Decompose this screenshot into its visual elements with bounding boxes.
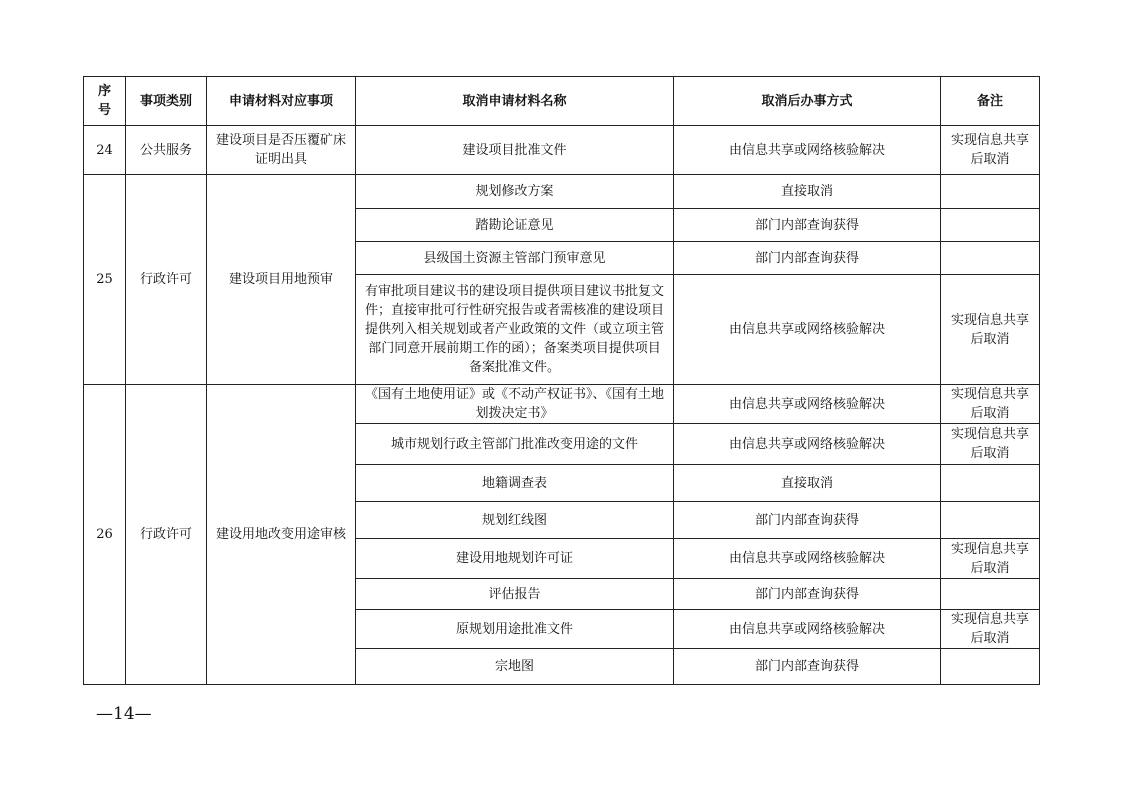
row-method: 由信息共享或网络核验解决 — [674, 126, 941, 175]
row-method: 直接取消 — [674, 465, 941, 502]
row-remark: 实现信息共享后取消 — [941, 126, 1040, 175]
row-method: 由信息共享或网络核验解决 — [674, 539, 941, 579]
row-category: 行政许可 — [126, 385, 207, 685]
row-method: 部门内部查询获得 — [674, 209, 941, 242]
header-row — [84, 77, 1040, 126]
row-matter: 建设用地改变用途审核 — [207, 385, 356, 685]
row-category: 行政许可 — [126, 175, 207, 385]
header-method: 取消后办事方式 — [674, 77, 941, 126]
row-remark — [941, 242, 1040, 275]
table-row — [84, 126, 1040, 175]
row-remark: 实现信息共享后取消 — [941, 610, 1040, 649]
row-method: 由信息共享或网络核验解决 — [674, 385, 941, 424]
row-method: 由信息共享或网络核验解决 — [674, 275, 941, 385]
row-material: 建设用地规划许可证 — [356, 539, 674, 579]
row-seq: 24 — [84, 126, 126, 175]
row-method: 部门内部查询获得 — [674, 649, 941, 685]
row-remark — [941, 209, 1040, 242]
row-method: 由信息共享或网络核验解决 — [674, 610, 941, 649]
row-category: 公共服务 — [126, 126, 207, 175]
row-material: 《国有土地使用证》或《不动产权证书》、《国有土地划拨决定书》 — [356, 385, 674, 424]
row-material: 城市规划行政主管部门批准改变用途的文件 — [356, 424, 674, 465]
row-seq: 25 — [84, 175, 126, 385]
row-remark: 实现信息共享后取消 — [941, 539, 1040, 579]
row-seq: 26 — [84, 385, 126, 685]
materials-table — [83, 76, 1040, 685]
row-material: 宗地图 — [356, 649, 674, 685]
row-material: 评估报告 — [356, 579, 674, 610]
row-material: 踏勘论证意见 — [356, 209, 674, 242]
row-remark — [941, 502, 1040, 539]
row-material: 规划修改方案 — [356, 175, 674, 209]
row-material: 地籍调查表 — [356, 465, 674, 502]
row-matter: 建设项目是否压覆矿床证明出具 — [207, 126, 356, 175]
row-material: 规划红线图 — [356, 502, 674, 539]
row-material: 建设项目批准文件 — [356, 126, 674, 175]
row-remark: 实现信息共享后取消 — [941, 424, 1040, 465]
header-matter: 申请材料对应事项 — [207, 77, 356, 126]
row-material: 县级国土资源主管部门预审意见 — [356, 242, 674, 275]
row-method: 部门内部查询获得 — [674, 579, 941, 610]
header-remark: 备注 — [941, 77, 1040, 126]
header-seq: 序号 — [84, 77, 126, 126]
row-method: 由信息共享或网络核验解决 — [674, 424, 941, 465]
header-material: 取消申请材料名称 — [356, 77, 674, 126]
row-remark: 实现信息共享后取消 — [941, 385, 1040, 424]
row-method: 直接取消 — [674, 175, 941, 209]
row-remark — [941, 465, 1040, 502]
row-method: 部门内部查询获得 — [674, 242, 941, 275]
header-category: 事项类别 — [126, 77, 207, 126]
table-row — [84, 385, 1040, 424]
table-row — [84, 175, 1040, 209]
row-remark — [941, 579, 1040, 610]
page-number: —14— — [96, 704, 152, 724]
row-matter: 建设项目用地预审 — [207, 175, 356, 385]
row-remark — [941, 175, 1040, 209]
row-material: 有审批项目建议书的建设项目提供项目建议书批复文件；直接审批可行性研究报告或者需核准的建设项目提供列入相关规划或者产业政策的文件（或立项主管部门同意开展前期工作的函）；备案类项目提供项目备案批准文件。 — [356, 275, 674, 385]
row-remark: 实现信息共享后取消 — [941, 275, 1040, 385]
row-remark — [941, 649, 1040, 685]
row-material: 原规划用途批准文件 — [356, 610, 674, 649]
row-method: 部门内部查询获得 — [674, 502, 941, 539]
